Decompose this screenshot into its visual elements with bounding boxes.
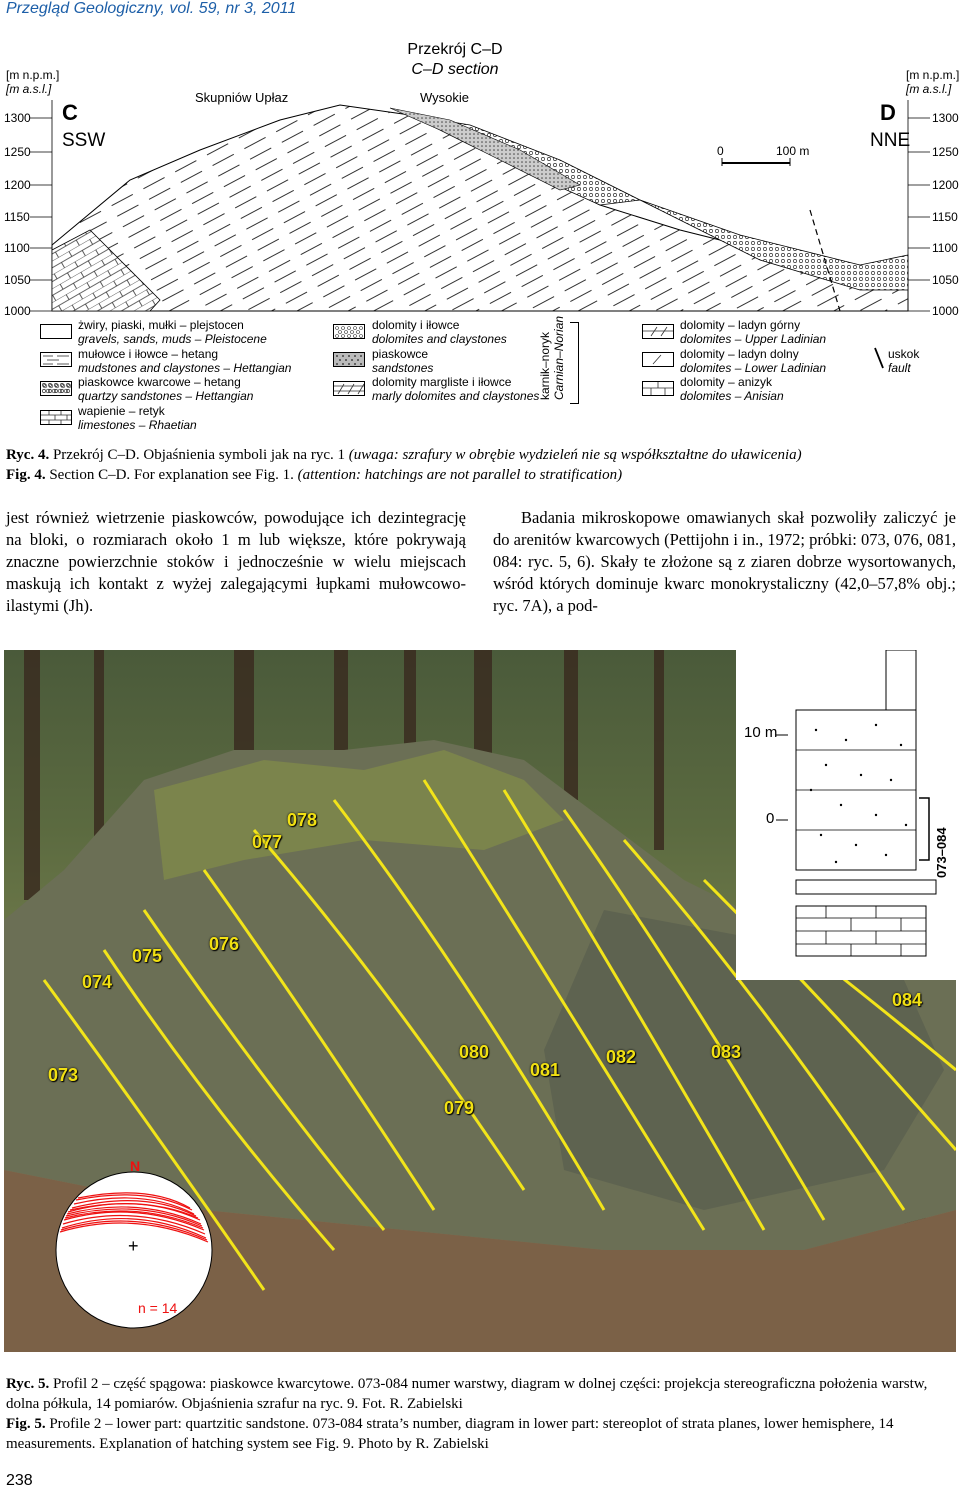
legend-swatch-mudstones (40, 352, 72, 367)
direction-ssw: SSW (62, 130, 106, 151)
place-skupniow-uplaz: Skupniów Upłaz (195, 90, 289, 105)
legend-item-lower-ladinian (680, 347, 826, 375)
legend-text-en: limestones – Rhaetian (78, 418, 197, 432)
legend-item-anisian (680, 375, 784, 403)
layer-label-084: 084 (892, 990, 923, 1010)
legend-text-pl: dolomity margliste i iłowce (372, 375, 512, 389)
legend-text-en: Carnian–Norian (552, 315, 566, 400)
layer-label-074: 074 (82, 972, 113, 992)
legend-text-pl: wapienie – retyk (78, 404, 165, 418)
layer-label-083: 083 (711, 1042, 742, 1062)
legend-swatch-marly-dolomites (333, 381, 365, 396)
scale-zero: 0 (717, 144, 724, 158)
legend-vertical-age (538, 316, 566, 400)
legend-item-upper-ladinian (680, 318, 826, 346)
fig5-label-en: Fig. 5. (6, 1416, 46, 1432)
legend-swatch-sandstones (333, 352, 365, 367)
legend-text-pl: dolomity – ladyn dolny (680, 347, 799, 361)
section-letter-c: C (62, 100, 78, 125)
fault-symbol-icon (873, 346, 885, 370)
right-unit-en: [m a.s.l.] (906, 82, 952, 96)
legend-swatch-lower-ladinian (642, 352, 674, 367)
fig4-note-pl: (uwaga: szrafury w obrębie wydzieleń nie są współkształtne do uławicenia) (348, 447, 802, 463)
legend-text-pl: dolomity – anizyk (680, 375, 773, 389)
legend-text-en: fault (888, 361, 911, 375)
elev-left-1050: 1050 (4, 273, 31, 287)
fig5-caption-en (6, 1414, 956, 1454)
layer-label-081: 081 (530, 1060, 561, 1080)
fig5-text-en: Profile 2 – lower part: quartzitic sandstone. 073-084 strata’s number, diagram in lower part: stereoplot of strata planes, lower hemisphere, 14 measurements. Explanation of hatching system see Fig. 9. Photo by R. Zabielski (6, 1416, 894, 1452)
fig5-caption (6, 1374, 956, 1454)
legend-swatch-limestones (40, 410, 72, 425)
legend-text-pl: żwiry, piaski, mułki – plejstocen (78, 318, 244, 332)
elev-left-1150: 1150 (4, 210, 30, 224)
layer-label-073: 073 (48, 1065, 79, 1085)
elev-right-1100: 1100 (932, 241, 958, 255)
page-number: 238 (6, 1472, 33, 1489)
stereonet-diagram (54, 1158, 214, 1330)
fig4-label-pl: Ryc. 4. (6, 447, 50, 463)
layer-label-080: 080 (459, 1042, 490, 1062)
section-title-en: C–D section (411, 61, 499, 78)
layer-label-078: 078 (287, 810, 318, 830)
fig4-note-en: (attention: hatchings are not parallel to stratification) (297, 467, 623, 483)
legend-text-pl: piaskowce kwarcowe – hetang (78, 375, 241, 389)
fig4-caption-pl (6, 445, 956, 465)
fig4-text-pl: Przekrój C–D. Objaśnienia symboli jak na ryc. 1 (52, 447, 345, 463)
body-column-left: jest również wietrzenie piaskowców, powodujące ich dezintegrację na bloki, o rozmiarach około 1 m lub większe, które pokrywają znaczne powierzchnie stoków i jednocześnie w wielu miejscach maskują ich kontakt z wyżej zalegającymi łupkami mułowcowo-ilastymi (Jh). (6, 508, 466, 615)
legend-item-dolomites-claystones (372, 318, 507, 346)
legend-text-en: dolomites and claystones (372, 332, 507, 346)
left-unit-en: [m a.s.l.] (6, 82, 52, 96)
elev-right-1250: 1250 (932, 145, 959, 159)
legend-text-en: dolomites – Upper Ladinian (680, 332, 827, 346)
fig5-label-pl: Ryc. 5. (6, 1376, 50, 1392)
layer-label-076: 076 (209, 934, 240, 954)
legend-item-quartzy-sandstones (78, 375, 253, 403)
legend-text-en: dolomites – Anisian (680, 389, 784, 403)
stereonet-count: n = 14 (138, 1300, 178, 1316)
column-scale-10m: 10 m (744, 724, 778, 741)
legend-item-fault (888, 347, 919, 375)
legend-text-pl: karnik–noryk (538, 331, 552, 400)
legend-text-en: gravels, sands, muds – Pleistocene (78, 332, 267, 346)
elev-right-1200: 1200 (932, 178, 959, 192)
elev-left-1300: 1300 (4, 111, 31, 125)
body-column-right: Badania mikroskopowe omawianych skał pozwoliły zaliczyć je do arenitów kwarcowych (Pettijohn i in., 1972; próbki: 073, 076, 081, 084: ryc. 5, 6). Skały te złożone są z ziaren dobrze wysortowanych, wśród których dominuje kwarc monokrystaliczny (42,0–57,8% obj.; ryc. 7A), a pod- (493, 508, 956, 615)
stereonet-north: N (130, 1158, 141, 1174)
legend-item-marly-dolomites (372, 375, 539, 403)
legend-item-mudstones (78, 347, 291, 375)
legend-swatch-upper-ladinian (642, 324, 674, 339)
elev-left-1100: 1100 (4, 241, 30, 255)
fig5-caption-pl (6, 1374, 956, 1414)
legend-text-pl: dolomity – ladyn górny (680, 318, 801, 332)
fig4-text-en: Section C–D. For explanation see Fig. 1. (49, 467, 294, 483)
section-letter-d: D (880, 100, 896, 125)
layer-label-082: 082 (606, 1047, 637, 1067)
fig4-label-en: Fig. 4. (6, 467, 46, 483)
legend-text-en: dolomites – Lower Ladinian (680, 361, 827, 375)
place-wysokie: Wysokie (420, 90, 470, 105)
elev-right-1300: 1300 (932, 111, 959, 125)
fig4-caption (6, 445, 956, 485)
column-range-label: 073–084 (934, 827, 949, 878)
outcrop-photo (4, 650, 956, 1352)
fig5-text-pl: Profil 2 – część spągowa: piaskowce kwarcytowe. 073-084 numer warstwy, diagram w dolnej części: projekcja stereograficzna położenia warstw, dolna półkula, 14 pomiarów. Objaśnienia szrafur na ryc. 9. Fot. R. Zabielski (6, 1376, 928, 1412)
legend-text-pl: mułowce i iłowce – hetang (78, 347, 219, 361)
legend-text-pl: uskok (888, 347, 920, 361)
direction-nne: NNE (870, 130, 911, 151)
legend-text-pl: piaskowce (372, 347, 429, 361)
elev-left-1200: 1200 (4, 178, 31, 192)
legend-text-en: sandstones (372, 361, 434, 375)
elev-right-1000: 1000 (932, 304, 959, 318)
elev-right-1150: 1150 (932, 210, 958, 224)
legend-text-en: quartzy sandstones – Hettangian (78, 389, 254, 403)
column-scale-0: 0 (766, 810, 775, 827)
legend-bracket (570, 322, 579, 404)
legend-item-limestones (78, 404, 197, 432)
elev-right-1050: 1050 (932, 273, 959, 287)
layer-label-075: 075 (132, 946, 163, 966)
legend-swatch-anisian (642, 381, 674, 396)
legend-swatch-gravels (40, 324, 72, 339)
lithology-column-panel (736, 650, 956, 980)
left-unit-pl: [m n.p.m.] (6, 68, 60, 82)
right-unit-pl: [m n.p.m.] (906, 68, 960, 82)
elev-left-1250: 1250 (4, 145, 31, 159)
legend-item-sandstones (372, 347, 433, 375)
legend-item-gravels (78, 318, 267, 346)
legend-text-en: marly dolomites and claystones (372, 389, 540, 403)
journal-header: Przegląd Geologiczny, vol. 59, nr 3, 2011 (6, 0, 297, 17)
layer-label-079: 079 (444, 1098, 475, 1118)
legend-swatch-dolomites-claystones (333, 324, 365, 339)
fig4-caption-en (6, 465, 956, 485)
scale-100m: 100 m (776, 144, 810, 158)
section-title-pl: Przekrój C–D (407, 41, 503, 58)
legend-swatch-quartzy-sandstones (40, 381, 72, 396)
stereonet-center-mark: + (128, 1236, 139, 1256)
legend-text-en: mudstones and claystones – Hettangian (78, 361, 292, 375)
elev-left-1000: 1000 (4, 304, 31, 318)
legend-text-pl: dolomity i iłowce (372, 318, 460, 332)
layer-label-077: 077 (252, 832, 283, 852)
cross-section-diagram (0, 60, 960, 320)
